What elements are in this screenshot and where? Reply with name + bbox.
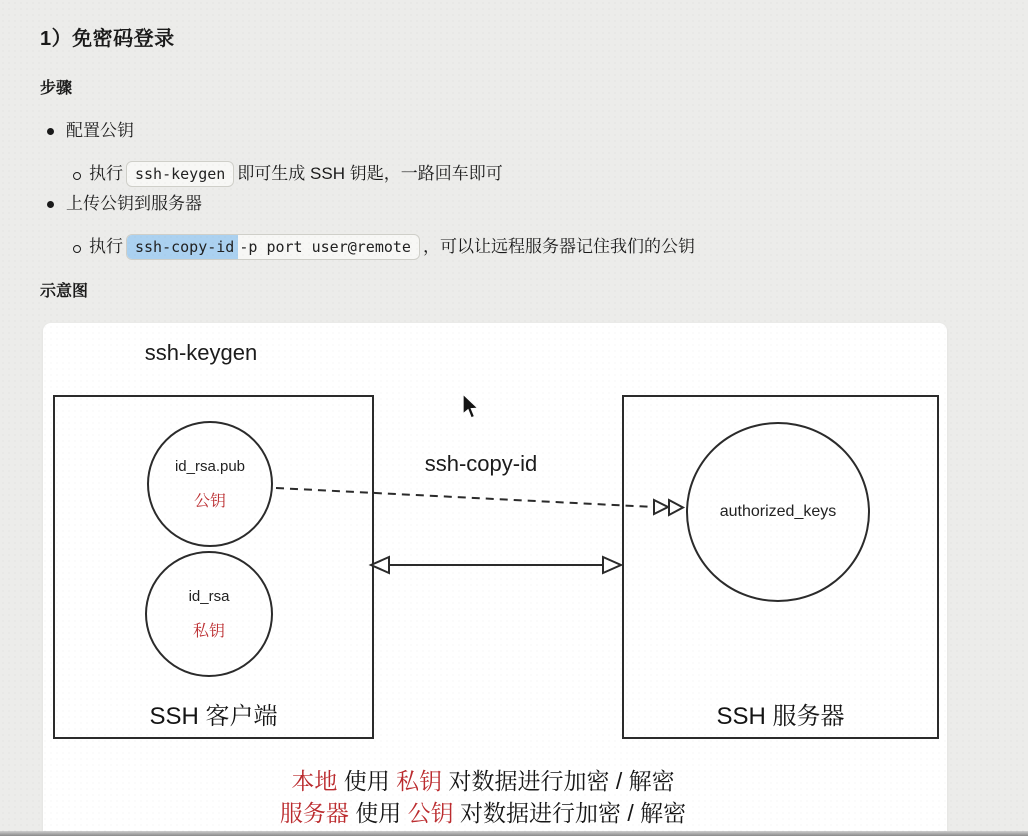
ssh-keygen-label: ssh-keygen [144, 340, 258, 365]
ssh-server-box-label: SSH 服务器 [716, 703, 845, 730]
caption-key: 私钥 [396, 768, 443, 794]
steps-heading: 步骤 [40, 80, 73, 97]
bullet-circle-icon [73, 172, 81, 180]
sub-item-text-prefix: 执行 [89, 164, 123, 183]
private-key-label: 私钥 [192, 622, 225, 640]
public-key-circle [147, 421, 273, 547]
sub-item-ssh-keygen [89, 160, 503, 188]
authorized-keys-filename: authorized_keys [719, 503, 837, 520]
sub-item-text-suffix: ，可以让远程服务器记住我们的公钥 [422, 237, 695, 256]
sub-item-text-suffix: 即可生成 SSH 钥匙，一路回车即可 [237, 164, 503, 183]
bullet-disc-icon [47, 201, 54, 208]
caption-rest: 对数据进行加密 / 解密 [442, 768, 675, 794]
sub-item-ssh-copy-id [89, 233, 695, 261]
private-key-filename: id_rsa [188, 587, 230, 605]
double-arrow-head-right [603, 557, 621, 573]
private-key-circle [145, 551, 273, 677]
caption-verb: 使用 [337, 768, 397, 794]
code-rest-text: -p port user@remote [230, 237, 411, 256]
authorized-keys-circle [686, 422, 870, 602]
selected-code-text[interactable]: ssh-copy-id [127, 235, 238, 259]
diagram-heading: 示意图 [40, 283, 89, 300]
public-key-filename: id_rsa.pub [174, 457, 246, 475]
bullet-circle-icon [73, 245, 81, 253]
page-title: 1）免密码登录 [40, 28, 175, 50]
diagram-card [43, 323, 947, 836]
ssh-client-box-label: SSH 客户端 [149, 703, 278, 730]
public-key-label: 公钥 [193, 492, 226, 510]
caption-rest: 对数据进行加密 / 解密 [453, 800, 687, 826]
list-item-configure-key: 配置公钥 [66, 121, 134, 140]
sub-item-text-prefix: 执行 [89, 237, 123, 256]
caption-subject: 服务器 [279, 800, 349, 826]
code-chip-ssh-copy-id[interactable] [126, 234, 420, 260]
caption-subject: 本地 [291, 768, 338, 794]
mouse-cursor-icon [461, 393, 481, 421]
code-chip-ssh-keygen[interactable]: ssh-keygen [126, 161, 234, 187]
list-item-upload-key: 上传公钥到服务器 [66, 194, 202, 213]
caption-verb: 使用 [348, 800, 408, 826]
caption-key: 公钥 [407, 800, 454, 826]
bullet-disc-icon [47, 128, 54, 135]
caption-line-1 [43, 766, 923, 796]
bottom-edge-bar [0, 831, 1028, 836]
caption-line-2 [43, 798, 923, 828]
ssh-copy-id-label: ssh-copy-id [424, 451, 538, 476]
